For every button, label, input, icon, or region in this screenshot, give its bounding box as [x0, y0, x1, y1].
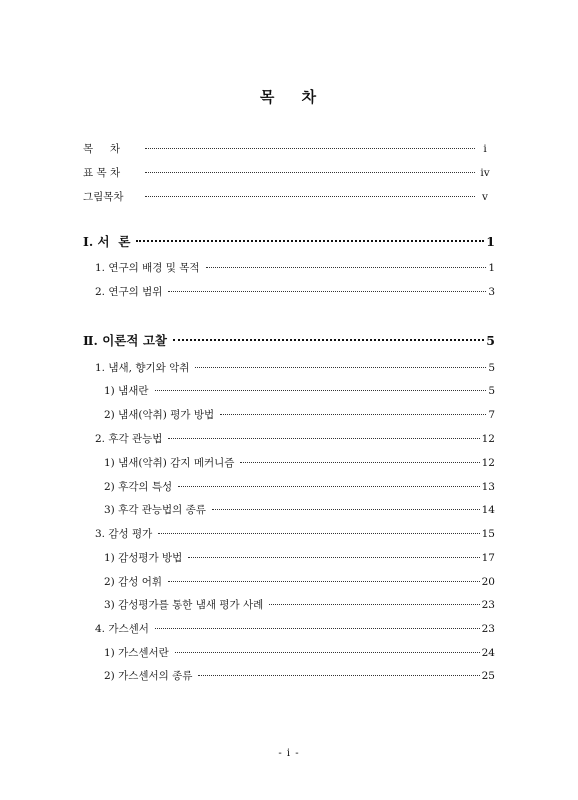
dot-leader	[178, 486, 479, 487]
dot-leader	[145, 172, 475, 173]
toc-entry-label: 2. 후각 관능법	[95, 433, 163, 445]
toc-entry-label: 2) 후각의 특성	[104, 481, 173, 493]
toc-entry-label: 1) 냄새(악취) 감지 메커니즘	[104, 457, 235, 469]
toc-entry-label: 1) 냄새란	[104, 385, 149, 397]
toc-entry[interactable]	[104, 480, 495, 494]
dot-leader	[145, 196, 475, 197]
toc-entry[interactable]	[95, 527, 495, 541]
dot-leader	[212, 509, 480, 510]
toc-chapter-2[interactable]	[83, 333, 495, 349]
toc-entry[interactable]	[104, 503, 495, 517]
toc-entry-label: 2) 감성 어휘	[104, 576, 163, 588]
toc-page-number: 5	[488, 362, 495, 374]
dot-leader	[155, 390, 487, 391]
toc-entry[interactable]	[104, 551, 495, 565]
toc-entry-label: 2) 냄새(악취) 평가 방법	[104, 409, 215, 421]
toc-page-number: i	[483, 143, 487, 155]
toc-page-number: 7	[488, 409, 495, 421]
dot-leader	[206, 267, 487, 268]
dot-leader	[136, 240, 484, 242]
dot-leader	[145, 148, 475, 149]
toc-entry[interactable]	[95, 261, 495, 275]
toc-entry-label: 4. 가스센서	[95, 623, 149, 635]
toc-page-number: 14	[481, 504, 495, 516]
toc-page-number: 24	[481, 647, 495, 659]
toc-chapter-1[interactable]	[83, 234, 495, 250]
dot-leader	[188, 557, 479, 558]
toc-entry-label: 1. 냄새, 향기와 악취	[95, 362, 190, 374]
toc-page-number: 20	[481, 576, 495, 588]
dot-leader	[168, 581, 480, 582]
toc-entry[interactable]	[104, 669, 495, 683]
toc-entry-label: 1) 가스센서란	[104, 647, 169, 659]
toc-entry[interactable]	[104, 384, 495, 398]
toc-entry[interactable]	[104, 408, 495, 422]
toc-front-figures[interactable]	[83, 190, 493, 204]
toc-page-number: 15	[481, 528, 495, 540]
toc-entry[interactable]	[95, 432, 495, 446]
toc-page-number: 1	[488, 262, 495, 274]
page-title: 목 차	[259, 88, 319, 106]
toc-entry-label: 2) 가스센서의 종류	[104, 670, 193, 682]
toc-entry-label: 1) 감성평가 방법	[104, 552, 183, 564]
toc-chapter-label: Ⅱ. 이론적 고찰	[83, 333, 167, 348]
toc-entry-label: 3. 감성 평가	[95, 528, 153, 540]
toc-front-tables[interactable]	[83, 166, 493, 180]
toc-entry[interactable]	[95, 361, 495, 375]
toc-entry-label: 1. 연구의 배경 및 목적	[95, 262, 200, 274]
toc-page-number: 23	[481, 623, 495, 635]
dot-leader	[155, 628, 480, 629]
dot-leader	[195, 367, 486, 368]
toc-page-number: 23	[481, 599, 495, 611]
toc-entry[interactable]	[95, 622, 495, 636]
toc-page-number: 3	[488, 286, 495, 298]
dot-leader	[173, 339, 484, 341]
toc-entry-label: 3) 감성평가를 통한 냄새 평가 사례	[104, 599, 264, 611]
toc-entry-label: 표 목 차	[83, 167, 121, 179]
toc-entry-label: 목 차	[83, 143, 120, 155]
toc-page-number: 12	[481, 433, 495, 445]
dot-leader	[168, 291, 486, 292]
dot-leader	[158, 533, 479, 534]
toc-page-number: 13	[481, 481, 495, 493]
toc-page-number: 12	[481, 457, 495, 469]
dot-leader	[269, 604, 479, 605]
toc-entry[interactable]	[95, 285, 495, 299]
toc-entry[interactable]	[104, 575, 495, 589]
toc-page-number: 5	[488, 385, 495, 397]
toc-chapter-label: Ⅰ. 서 론	[83, 234, 131, 249]
toc-entry-label: 2. 연구의 범위	[95, 286, 163, 298]
page-number-footer: - i -	[278, 748, 300, 759]
toc-page-number: iv	[480, 167, 490, 179]
toc-page-number: 1	[486, 234, 495, 249]
toc-entry[interactable]	[104, 456, 495, 470]
toc-front-contents[interactable]	[83, 142, 493, 156]
toc-entry[interactable]	[104, 598, 495, 612]
dot-leader	[175, 652, 480, 653]
dot-leader	[168, 438, 479, 439]
toc-entry-label: 3) 후각 관능법의 종류	[104, 504, 206, 516]
dot-leader	[220, 414, 486, 415]
toc-page-number: 5	[486, 333, 495, 348]
toc-page-number: v	[482, 191, 488, 203]
dot-leader	[240, 462, 479, 463]
toc-page-number: 25	[481, 670, 495, 682]
dot-leader	[198, 675, 479, 676]
toc-entry-label: 그림목차	[83, 191, 124, 203]
toc-page-number: 17	[481, 552, 495, 564]
toc-entry[interactable]	[104, 646, 495, 660]
